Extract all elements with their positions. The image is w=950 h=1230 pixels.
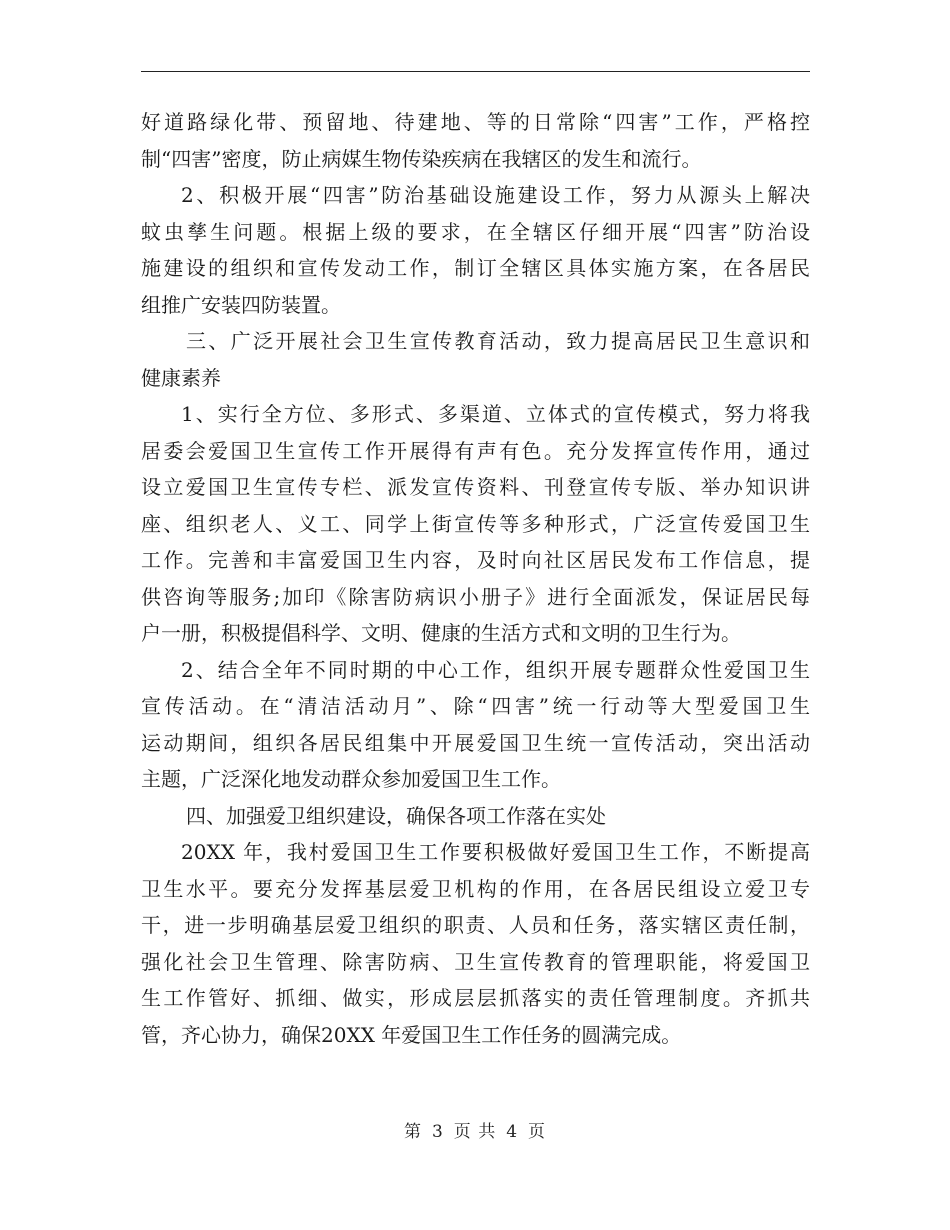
body-line: 施建设的组织和宣传发动工作，制订全辖区具体实施方案，在各居民 [141,256,810,280]
body-line: 宣传活动。在“清洁活动月”、除“四害”统一行动等大型爱国卫生 [141,694,810,718]
body-line: 户一册，积极提倡科学、文明、健康的生活方式和文明的卫生行为。 [141,621,741,645]
body-line: 制“四害”密度，防止病媒生物传染疾病在我辖区的发生和流行。 [141,146,702,171]
header-rule [141,71,810,72]
body-line: 干，进一步明确基层爱卫组织的职责、人员和任务，落实辖区责任制， [141,913,810,937]
body-line: 20XX 年，我村爱国卫生工作要积极做好爱国卫生工作，不断提高 [181,840,810,864]
footer-total-pages: 4 [506,1122,519,1142]
body-line: 卫生水平。要充分发挥基层爱卫机构的作用，在各居民组设立爱卫专 [141,876,810,901]
footer-middle: 页 共 [453,1122,497,1142]
body-line: 运动期间，组织各居民组集中开展爱国卫生统一宣传活动，突出活动 [141,730,810,755]
footer-prefix: 第 [403,1122,422,1142]
body-line: 2、积极开展“四害”防治基础设施建设工作，努力从源头上解决 [181,183,810,207]
footer-page-number: 3 [431,1122,444,1142]
body-line: 三、广泛开展社会卫生宣传教育活动，致力提高居民卫生意识和 [186,329,810,353]
body-text [141,104,810,1053]
body-line: 设立爱国卫生宣传专栏、派发宣传资料、刊登宣传专版、举办知识讲 [141,475,810,499]
body-line: 组推广安装四防装置。 [141,292,341,317]
body-line: 2、结合全年不同时期的中心工作，组织开展专题群众性爱国卫生 [181,657,810,682]
body-line: 蚊虫孳生问题。根据上级的要求，在全辖区仔细开展“四害”防治设 [141,219,810,244]
body-line: 主题，广泛深化地发动群众参加爱国卫生工作。 [141,767,561,791]
body-line: 供咨询等服务;加印《除害防病识小册子》进行全面派发，保证居民每 [141,584,810,609]
footer-suffix: 页 [528,1122,547,1142]
body-line: 生工作管好、抓细、做实，形成层层抓落实的责任管理制度。齐抓共 [141,986,810,1010]
body-line: 管，齐心协力，确保20XX 年爱国卫生工作任务的圆满完成。 [141,1022,682,1047]
body-line: 1、实行全方位、多形式、多渠道、立体式的宣传模式，努力将我 [181,402,810,426]
body-line: 强化社会卫生管理、除害防病、卫生宣传教育的管理职能，将爱国卫 [141,949,810,974]
body-line: 工作。完善和丰富爱国卫生内容，及时向社区居民发布工作信息，提 [141,548,810,572]
body-line: 座、组织老人、义工、同学上街宣传等多种形式，广泛宣传爱国卫生 [141,511,810,536]
body-line: 好道路绿化带、预留地、待建地、等的日常除“四害”工作，严格控 [141,110,810,134]
body-line: 居委会爱国卫生宣传工作开展得有声有色。充分发挥宣传作用，通过 [141,438,810,463]
body-line: 健康素养 [141,365,221,390]
page-footer [0,1117,950,1142]
body-line: 四、加强爱卫组织建设，确保各项工作落在实处 [186,803,606,828]
